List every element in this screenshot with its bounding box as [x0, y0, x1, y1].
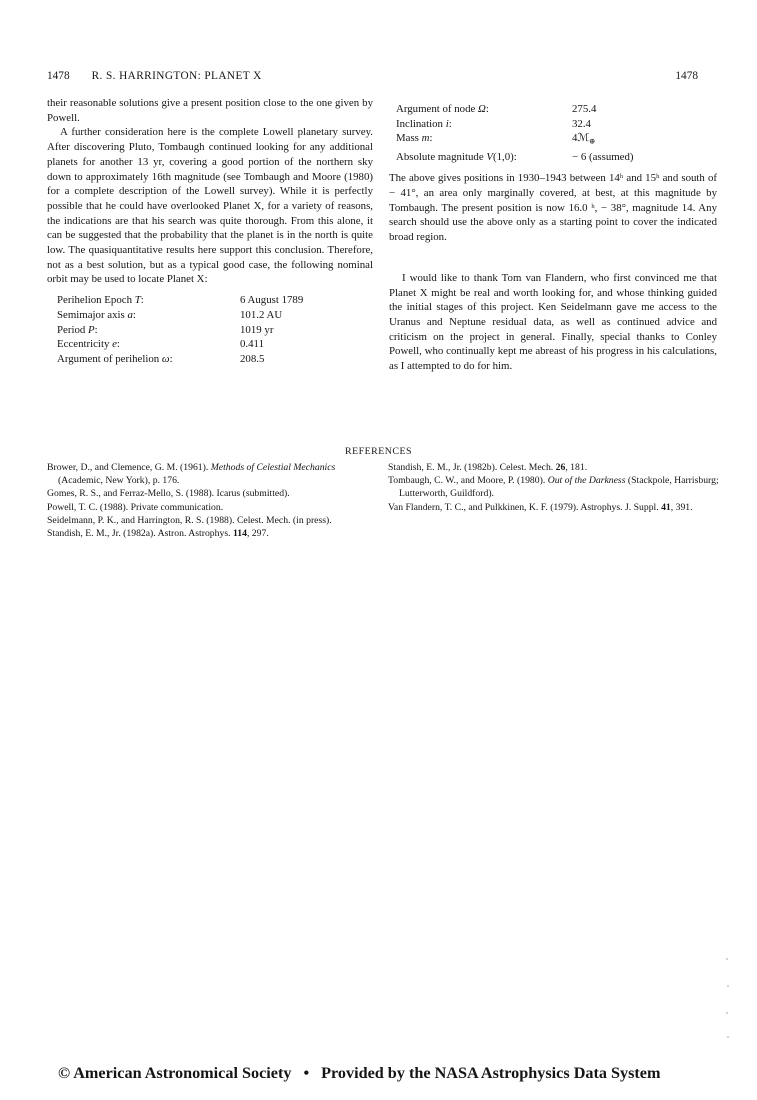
paragraph-lowell-survey: A further consideration here is the complete Lowell planetary survey. After discovering Pluto, Tombaugh continued looking for any additional planets for another 13 yr, covering a good portion of the northern sky down to approximately 16th magnitude (see Tombaugh and Moore (1980) for a complete description of the Lowell survey). While it is perfectly possible that he could have overlooked Planet X, for a variety of reasons, the indications are that his search was quite thorough. From this alone, it can be suggested that the probability that the planet is in the north is quite low. The quasiquantitative results here support this conclusion. Therefore, not as a best solution, but as a typical good case, the following nominal orbit may be used to locate Planet X: — [47, 126, 373, 286]
orbit-value: 1019 yr — [240, 323, 274, 336]
orbit-label: Argument of perihelion ω: — [57, 352, 173, 365]
orbit-row — [47, 293, 373, 308]
page-footer — [58, 1064, 660, 1083]
copyright-text: © American Astronomical Society — [58, 1064, 292, 1082]
scan-artifact — [726, 1012, 728, 1014]
orbit-label: Perihelion Epoch T: — [57, 294, 144, 307]
reference-entry: Tombaugh, C. W., and Moore, P. (1980). Out of the Darkness (Stackpole, Harrisburg; Lutterworth, Guildford). — [388, 475, 719, 500]
orbit-row — [47, 337, 373, 352]
paragraph-search-region: The above gives positions in 1930–1943 between 14ʰ and 15ʰ and south of − 41°, an area only marginally covered, at best, at this magnitude by Tombaugh. The present position is now 16.0 ʰ, − 38°, magnitude 14. Any search should use the above only as a starting point to cover the indicated broad region. — [389, 172, 717, 244]
orbit-symbol: Ω — [478, 103, 486, 115]
orbit-row — [47, 352, 373, 367]
scan-artifact — [726, 958, 728, 960]
references-heading: REFERENCES — [344, 446, 412, 457]
running-title: R. S. HARRINGTON: PLANET X — [91, 70, 262, 82]
scan-artifact — [727, 1036, 729, 1038]
orbit-elements-table-left — [47, 293, 373, 367]
page-number-right: 1478 — [675, 70, 698, 82]
orbit-symbol: P — [88, 323, 95, 336]
orbit-row — [47, 308, 373, 323]
orbit-symbol: ω — [161, 352, 170, 365]
orbit-label: Argument of node Ω: — [396, 103, 489, 115]
paragraph-continued: their reasonable solutions give a present position close to the one given by Powell. — [47, 97, 373, 124]
orbit-label: Eccentricity e: — [57, 338, 120, 351]
reference-entry: Gomes, R. S., and Ferraz-Mello, S. (1988). Icarus (submitted). — [47, 488, 290, 500]
orbit-value: 0.411 — [240, 338, 264, 351]
orbit-value: − 6 (assumed) — [572, 150, 634, 163]
orbit-symbol: a — [127, 308, 133, 321]
orbit-symbol: m — [421, 132, 430, 145]
reference-entry: Brower, D., and Clemence, G. M. (1961). Methods of Celestial Mechanics (Academic, New York), p. 176. — [47, 462, 336, 487]
orbit-value: 32.4 — [572, 117, 591, 130]
right-column — [389, 96, 717, 374]
orbit-value: 208.5 — [240, 352, 265, 365]
orbit-value: 101.2 AU — [240, 308, 283, 321]
orbit-label: Period P: — [57, 323, 98, 336]
orbit-symbol: i — [445, 117, 449, 130]
references-column-left — [47, 461, 380, 540]
orbit-symbol: e — [112, 338, 117, 351]
orbit-row — [389, 117, 717, 132]
reference-entry: Van Flandern, T. C., and Pulkkinen, K. F. (1979). Astrophys. J. Suppl. 41, 391. — [388, 501, 693, 513]
orbit-value: 4ℳ$_\oplus$ — [572, 132, 596, 146]
orbit-label: Mass m: — [396, 132, 433, 145]
orbit-elements-table-right — [389, 102, 717, 164]
scan-artifact — [727, 985, 729, 987]
orbit-symbol: V — [486, 150, 493, 163]
reference-entry: Seidelmann, P. K., and Harrington, R. S. (1988). Celest. Mech. (in press). — [47, 514, 332, 526]
references-column-right — [388, 461, 722, 514]
orbit-row — [47, 323, 373, 338]
earth-mass-symbol: ⊕ — [589, 136, 596, 146]
paragraph-acknowledgments: I would like to thank Tom van Flandern, who first convinced me that Planet X might be real and worth looking for, and whose thinking guided the initial stages of this project. Ken Seidelmann gave me access to the Uranus and Neptune residual data, as well as continued advice and criticism on the project in general. Finally, special thanks to Conley Powell, who continually kept me abreast of his progress in his calculations, as I attempted to do for him. — [389, 271, 717, 373]
left-column — [47, 96, 373, 367]
orbit-row — [389, 131, 717, 149]
orbit-label: Semimajor axis a: — [57, 308, 136, 321]
orbit-label: Inclination i: — [396, 117, 452, 130]
orbit-row — [389, 150, 717, 165]
reference-entry: Powell, T. C. (1988). Private communication. — [47, 501, 224, 513]
provided-by-text: Provided by the NASA Astrophysics Data System — [321, 1064, 661, 1082]
orbit-symbol: T — [134, 294, 141, 307]
orbit-value: 6 August 1789 — [240, 294, 304, 307]
reference-entry: Standish, E. M., Jr. (1982a). Astron. Astrophys. 114, 297. — [47, 528, 269, 540]
bullet-separator: • — [303, 1064, 310, 1082]
page-number-left: 1478 — [47, 70, 70, 82]
reference-entry: Standish, E. M., Jr. (1982b). Celest. Mech. 26, 181. — [388, 462, 588, 473]
orbit-value: 275.4 — [572, 103, 597, 115]
page-header — [47, 70, 757, 82]
orbit-label: Absolute magnitude V(1,0): — [396, 150, 517, 163]
orbit-row — [389, 102, 717, 117]
